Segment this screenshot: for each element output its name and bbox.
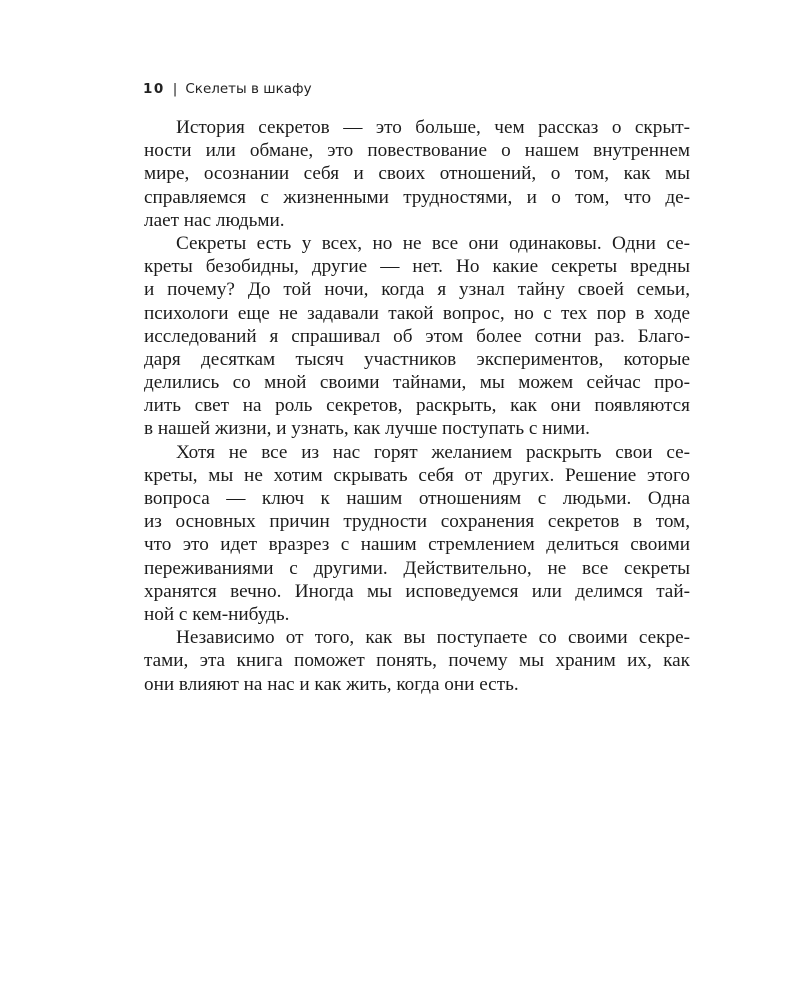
text-line: Хотя не все из нас горят желанием раскрыть свои се- xyxy=(176,441,690,463)
text-line: Независимо от того, как вы поступаете со своими секре- xyxy=(176,627,690,649)
text-line: переживаниями с другими. Действительно, не все секреты xyxy=(144,557,690,579)
text-line: ности или обмане, это повествование о нашем внутреннем xyxy=(144,140,690,162)
text-line: делились со мной своими тайнами, мы можем сейчас про- xyxy=(144,372,690,394)
book-title: Скелеты в шкафу xyxy=(185,81,312,97)
text-line: лить свет на роль секретов, раскрыть, как они появляются xyxy=(144,395,690,417)
text-line: креты безобидны, другие — нет. Но какие секреты вредны xyxy=(144,256,690,278)
text-line: психологи еще не задавали такой вопрос, но с тех пор в ходе xyxy=(144,302,690,324)
text-line: История секретов — это больше, чем рассказ о скрыт- xyxy=(176,117,690,138)
text-line: справляемся с жизненными трудностями, и о том, что де- xyxy=(144,186,690,208)
page-number: 10 xyxy=(143,81,165,97)
text-line: креты, мы не хотим скрывать себя от других. Решение этого xyxy=(144,464,690,486)
text-line: лает нас людьми. xyxy=(144,209,285,231)
text-line: они влияют на нас и как жить, когда они есть. xyxy=(144,673,519,695)
text-line: мире, осознании себя и своих отношений, о том, как мы xyxy=(144,163,690,185)
text-line: даря десяткам тысяч участников экспериментов, которые xyxy=(144,348,690,370)
body-text xyxy=(144,116,690,696)
text-line: тами, эта книга поможет понять, почему мы храним их, как xyxy=(144,650,690,672)
text-line: исследований я спрашивал об этом более сотни раз. Благо- xyxy=(144,325,690,347)
paragraph xyxy=(144,441,690,627)
paragraph xyxy=(144,232,690,441)
text-line: из основных причин трудности сохранения секретов в том, xyxy=(144,511,690,533)
header-separator: | xyxy=(172,81,178,97)
text-line: что это идет вразрез с нашим стремлением делиться своими xyxy=(144,534,690,556)
paragraph xyxy=(144,116,690,232)
text-line: ной с кем-нибудь. xyxy=(144,603,290,625)
text-line: хранятся вечно. Иногда мы исповедуемся или делимся тай- xyxy=(144,580,690,602)
paragraph xyxy=(144,626,690,696)
text-line: Секреты есть у всех, но не все они одинаковы. Одни се- xyxy=(176,232,690,254)
text-line: вопроса — ключ к нашим отношениям с людьми. Одна xyxy=(144,488,690,509)
text-line: и почему? До той ночи, когда я узнал тайну своей семьи, xyxy=(144,279,690,301)
running-head xyxy=(143,79,312,99)
text-line: в нашей жизни, и узнать, как лучше поступать с ними. xyxy=(144,418,590,440)
